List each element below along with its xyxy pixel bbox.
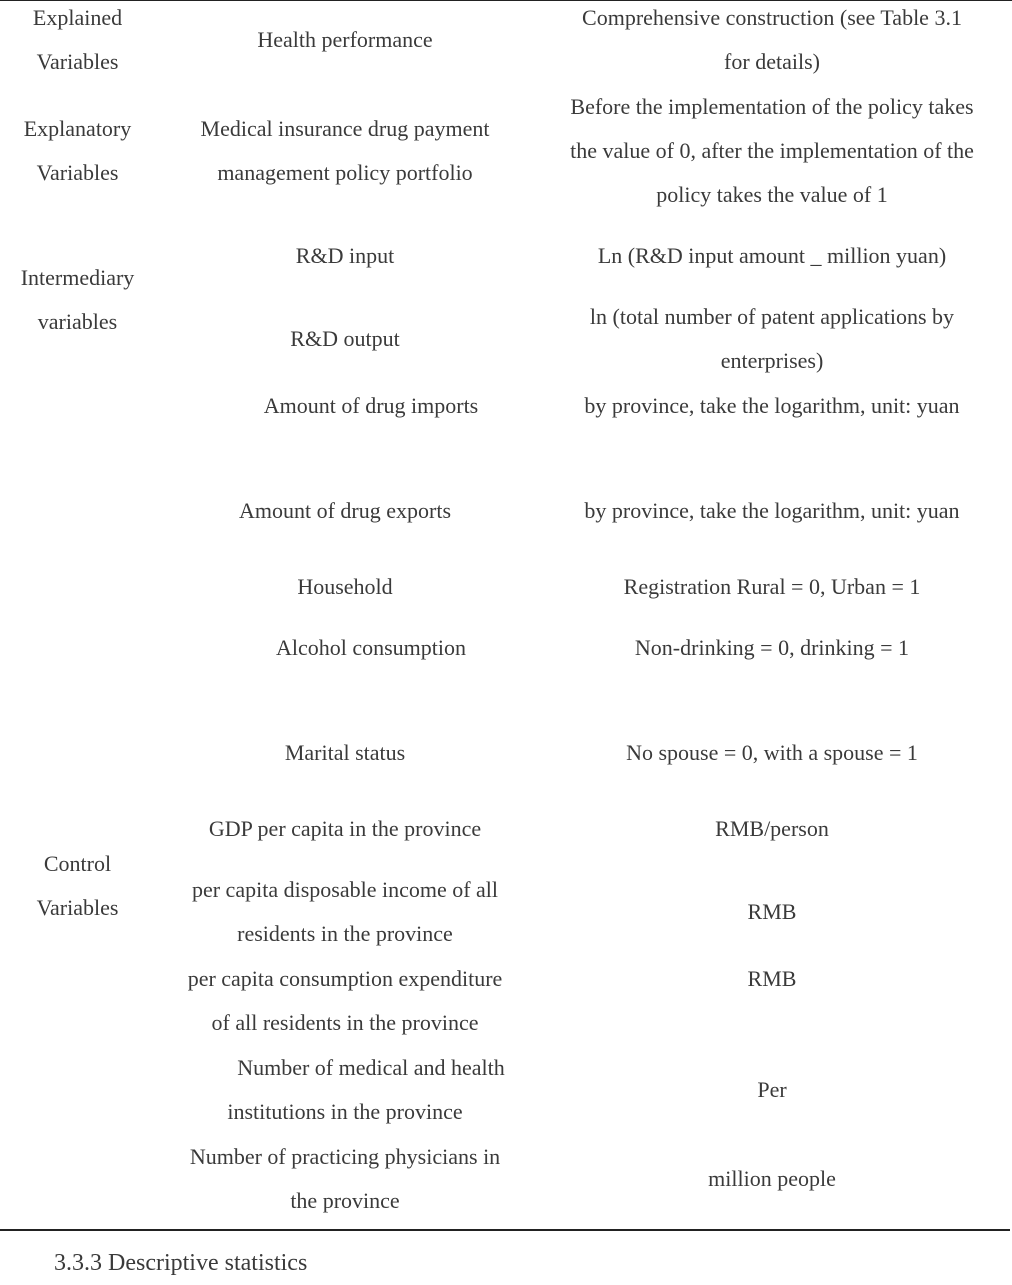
variable-rd-output: R&D output xyxy=(290,326,400,351)
variable-practicing-physicians: Number of practicing physicians in the province xyxy=(189,1144,501,1213)
group-label-explained: Explained Variables xyxy=(32,5,123,74)
group-label-control: Control Variables xyxy=(36,851,119,920)
variable-drug-exports: Amount of drug exports xyxy=(238,498,452,523)
section-heading: 3.3.3 Descriptive statistics xyxy=(54,1250,308,1276)
definition-alcohol-consumption: Non-drinking = 0, drinking = 1 xyxy=(634,635,910,660)
definition-drug-imports: by province, take the logarithm, unit: yuan xyxy=(584,393,960,418)
variable-alcohol-consumption: Alcohol consumption xyxy=(275,635,467,660)
definition-practicing-physicians: million people xyxy=(708,1166,836,1191)
definition-health-performance: Comprehensive construction (see Table 3.1 for details) xyxy=(582,5,962,74)
definition-gdp-per-capita: RMB/person xyxy=(715,816,829,841)
definition-household: Registration Rural = 0, Urban = 1 xyxy=(623,574,921,599)
variable-medical-institutions: Number of medical and health xyxy=(237,1055,505,1080)
definition-medical-institutions: Per xyxy=(757,1077,787,1102)
definition-marital-status: No spouse = 0, with a spouse = 1 xyxy=(626,740,918,765)
variable-medical-institutions-line2: institutions in the province xyxy=(227,1099,463,1124)
definition-policy-portfolio: Before the implementation of the policy takes the value of 0, after the implementation of the policy takes the value of 1 xyxy=(570,94,974,207)
definition-rd-output: ln (total number of patent applications by enterprises) xyxy=(589,304,955,373)
variable-drug-imports: Amount of drug imports xyxy=(263,393,479,418)
definition-consumption-expenditure: RMB xyxy=(747,966,797,991)
variable-household: Household xyxy=(297,574,393,599)
table-bottom-rule xyxy=(0,1229,1010,1231)
definition-drug-exports: by province, take the logarithm, unit: yuan xyxy=(584,498,960,523)
definition-rd-input: Ln (R&D input amount _ million yuan) xyxy=(597,243,947,268)
group-label-explanatory: Explanatory Variables xyxy=(23,116,132,185)
definition-disposable-income: RMB xyxy=(747,899,797,924)
variable-gdp-per-capita: GDP per capita in the province xyxy=(208,816,482,841)
group-label-intermediary: Intermediary variables xyxy=(20,265,135,334)
variable-consumption-expenditure: per capita consumption expenditure of all residents in the province xyxy=(187,966,503,1035)
variable-disposable-income: per capita disposable income of all residents in the province xyxy=(191,877,499,946)
variable-health-performance: Health performance xyxy=(257,27,433,52)
variable-marital-status: Marital status xyxy=(284,740,406,765)
variable-policy-portfolio: Medical insurance drug payment management policy portfolio xyxy=(200,116,490,185)
variable-rd-input: R&D input xyxy=(295,243,395,268)
